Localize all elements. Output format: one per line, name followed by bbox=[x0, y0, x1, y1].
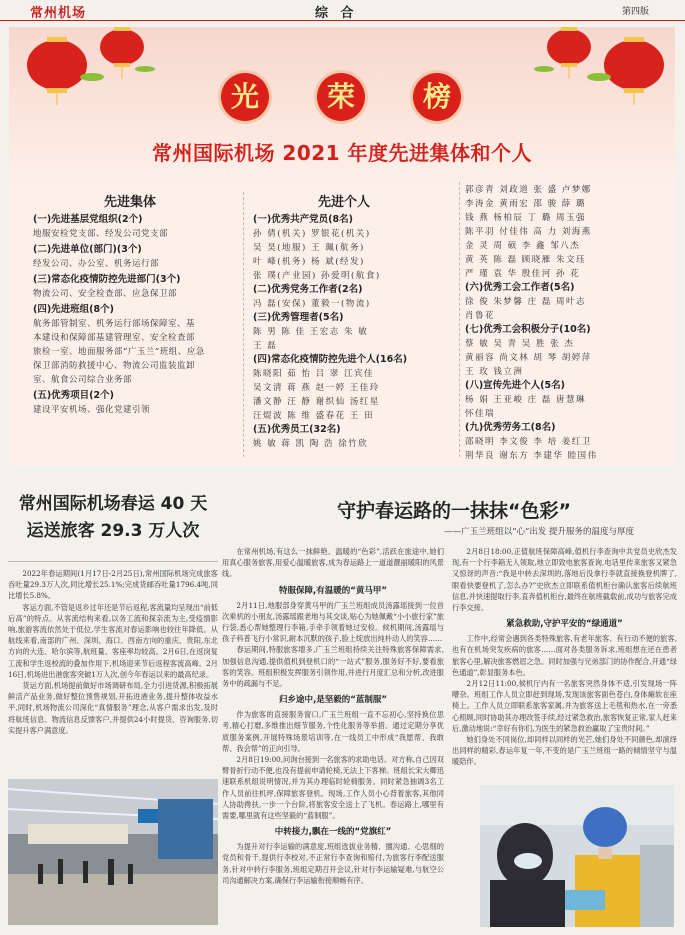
group-entries: 物流公司、安全检查部、应急保卫部 bbox=[33, 289, 178, 299]
honoree-names: 蔡 敏 吴 青 吴 胜 张 杰 bbox=[465, 339, 575, 349]
group-entries: 室、航食公司综合业务部 bbox=[33, 375, 133, 385]
left-para-3: 货运方面,机场提前做好市场调研布局,全力引进货源,积极拓展鲜活产品业务,做好整位预售规划,开拓进港业务,提升整体收益水平,同时,机场物流公司深化“真情服务”理念,从客户需求出发,及时将航班信息、物流信息反馈客户,并提供24小时提货、咨询服务,切实提升客户满意度。 bbox=[8, 681, 218, 735]
honoree-names: 邵晓明 李文俊 李 培 姜红卫 bbox=[465, 437, 592, 447]
groups-heading: 先进集体 bbox=[104, 195, 157, 210]
header-page-number: 第四版 bbox=[622, 7, 650, 17]
group-entries: 经发公司、办公室、机务运行部 bbox=[33, 259, 160, 269]
group-category: (一)先进基层党组织(2个) bbox=[33, 214, 143, 225]
article-paragraph: 作为旅客的直接服务窗口,广玉兰班组一直不忘初心,坚持换位思考,精心打磨,多维推出细节服务,个性化服务等举措。通过定期分享优质服务案例,开展特殊场景培训等,在一线员工中形成“我愿帮、我敢帮、我会帮”的正向引导。 bbox=[222, 710, 444, 753]
column-divider bbox=[459, 182, 460, 457]
board-title: 常州国际机场 2021 年度先进集体和个人 bbox=[151, 141, 533, 165]
article-paragraph: 在常州机场,有这么一抹鲜艳、温暖的“色彩”,活跃在旅途中,她们用真心服务旅客,用爱心温暖旅客,成为春运路上一道道靓丽暖阳的风景线。 bbox=[222, 547, 444, 579]
individual-category: (三)优秀管理者(5名) bbox=[253, 312, 344, 323]
honoree-names: 钱 燕 杨柏辰 丁 璐 周玉强 bbox=[465, 213, 587, 223]
lantern-right-decoration bbox=[514, 27, 674, 107]
honoree-names: 汪焜波 陈 维 盛春花 王 田 bbox=[253, 411, 375, 421]
individuals-list-a bbox=[253, 213, 458, 451]
group-entries: 本建设和保障部基建管理室、安全检查部 bbox=[33, 333, 196, 343]
honoree-names: 潘文静 汪 静 谢织仙 汤红星 bbox=[253, 397, 380, 407]
left-title-line-2: 运送旅客 29.3 万人次 bbox=[26, 521, 200, 541]
article-paragraph: 为提升对行李运输的满意度,班组选拔业务精、擅沟通、心思细的党员和骨干,提供行李校对,不正常行李查询和赔付,为旅客行李配送服务,针对中转行李服务,班组定期召开会议,针对行李运输疑难,与航空公司沟通解决方案,确保行李运输衔接顺畅有序。 bbox=[222, 842, 444, 885]
individual-category: (六)优秀工会工作者(5名) bbox=[465, 282, 575, 293]
honoree-names: 陈 男 陈 佳 王宏志 朱 敏 bbox=[253, 327, 369, 337]
group-entries: 地服安检党支部、经发公司党支部 bbox=[33, 229, 169, 239]
honoree-names: 金 灵 周 硕 李 鑫 邹八杰 bbox=[465, 241, 581, 251]
group-category: (二)先进单位(部门)(3个) bbox=[33, 244, 142, 255]
right-article-title: 守护春运路的一抹抹“色彩” bbox=[337, 500, 571, 522]
individual-category: (四)常态化疫情防控先进个人(16名) bbox=[253, 354, 408, 365]
group-block bbox=[33, 213, 243, 241]
left-article bbox=[8, 491, 218, 736]
right-article-column-a bbox=[222, 546, 444, 931]
staff-helping-passenger-photo bbox=[480, 785, 674, 927]
honoree-names: 荆华良 谢东方 李建华 睦国伟 bbox=[465, 451, 598, 461]
left-para-2: 客运方面,不管是返乡过年还是节后返程,客流量均呈现出“前低后高”的特点。从客流结构来看,以务工流和探亲流为主,受疫情影响,旅游客流依然处于低位,学生客流对春运影响也较往年降低。从航线来看,南部的广州、深圳、海口、西南方向的重庆、贵阳,东北方向的大连、哈尔滨等,航班量、客座率均较高。2月6日,在返岗复工流和学生返校流的叠加作用下,机场迎来节后返程客流高峰。2月16日,机场进出港旅客突破1万人次,创今年春运以来的最高纪录。 bbox=[8, 602, 218, 679]
article-paragraph: 2月11日,地服部身穿黄马甲的广玉兰班组成员汤露瑶接到一位首次乘机的小朋友,汤露瑶跟老地与其交谈,贴心为她佩戴“小小旅行家”旅行袋,悉心帮她整理行李箱,手牵手领着她过安检。候机期间,汤露瑶与孩子科普飞行小常识,耐本沉默的孩子,脸上绽放出纯朴动人的笑容…… bbox=[222, 600, 444, 644]
group-block bbox=[33, 303, 243, 387]
right-article-column-b bbox=[452, 546, 677, 768]
honoree-names: 黄丽容 尚文林 胡 琴 胡婷萍 bbox=[465, 353, 592, 363]
individual-category: (七)优秀工会积极分子(10名) bbox=[465, 324, 591, 335]
honoree-names: 徐 俊 朱梦馨 庄 磊 周叶志 bbox=[465, 297, 587, 307]
group-block bbox=[33, 389, 243, 417]
group-entries: 保卫部消防救援中心、物流公司监装监卸 bbox=[33, 361, 196, 371]
honoree-names: 冯 磊(安保) 董毅一(物流) bbox=[253, 299, 371, 309]
group-entries: 航务部管制室、机务运行部场保障室、基 bbox=[33, 319, 196, 329]
individual-category: (一)优秀共产党员(8名) bbox=[253, 214, 353, 225]
article-paragraph: 2月12日11:00,候机厅内有一名旅客突然身体不适,引发现场一阵嘈杂。班组工作人员立即赶到现场,发现该旅客面色苍白,身体瘫软在座椅上。工作人员立即联系旅客家属,并为旅客送上毛毯和热水,在一旁悉心照顾,同时协助其办理改签手续,经过紧急救治,旅客恢复正常,家人赶来后,激动地说:“幸好有你们,为医生的紧急救治赢取了宝贵时间。” bbox=[452, 679, 677, 733]
individual-category: (八)宣传先进个人(5名) bbox=[465, 380, 565, 391]
left-title-line-1: 常州国际机场春运 40 天 bbox=[18, 494, 208, 514]
group-block bbox=[33, 273, 243, 301]
section-heading: 中转接力,飘在一线的“党旗红” bbox=[274, 827, 392, 838]
section-heading: 归乡途中,是坚毅的“蓝制服” bbox=[279, 695, 387, 706]
section-heading: 紧急救助,守护平安的“绿通道” bbox=[506, 619, 623, 630]
section-heading: 特服保障,有温暖的“黄马甲” bbox=[279, 585, 387, 596]
lantern-left-decoration bbox=[17, 27, 167, 107]
group-entries: 建设平安机场、强化党建引领 bbox=[33, 405, 151, 415]
honoree-names: 黄 英 陈 磊 顾晓雁 朱文珏 bbox=[465, 255, 587, 265]
honoree-names: 姚 敏 蒋 凯 陶 浩 徐竹欣 bbox=[253, 439, 369, 449]
group-category: (三)常态化疫情防控先进部门(3个) bbox=[33, 274, 181, 285]
group-category: (五)优秀项目(2个) bbox=[33, 390, 114, 401]
honoree-names: 吴 昊(地服) 王 珮(航务) bbox=[253, 243, 365, 253]
article-paragraph: 工作中,经常会遇到各类特殊旅客,有老年旅客、有行动不便的旅客,也有在机场突发疾病的旅客……面对各类服务诉求,班组想在还在患者旅客心里,解决旅客燃眉之急。同时加强与兄弟部门的协作配合,开通“绿色通道”,彰显服务本色。 bbox=[452, 634, 677, 677]
honoree-names: 王 磊 bbox=[253, 341, 278, 351]
individuals-list-b bbox=[465, 183, 670, 463]
individual-category: (九)优秀劳务工(8名) bbox=[465, 422, 556, 433]
honoree-names: 陈平羽 付佳伟 高 力 刘海燕 bbox=[465, 227, 592, 237]
individuals-heading: 先进个人 bbox=[318, 195, 371, 210]
honoree-names: 王 玫 钱立洲 bbox=[465, 367, 524, 377]
honor-char-bang: 榜 bbox=[413, 73, 461, 121]
honoree-names: 孙 倩(机关) 罗银花(机关) bbox=[253, 229, 371, 239]
honor-char-guang: 光 bbox=[221, 73, 269, 121]
column-divider bbox=[243, 192, 244, 457]
group-category: (四)先进班组(8个) bbox=[33, 304, 114, 315]
terminal-hall-photo bbox=[8, 779, 218, 925]
honoree-names: 杨 娟 王亚峻 庄 磊 唐慧琳 bbox=[465, 395, 587, 405]
honoree-names: 郭彦青 刘政道 张 盛 卢梦娜 bbox=[465, 185, 592, 195]
article-paragraph: 2月8日18:00,正值航班保障高峰,值机行李查询中共党员史欣杰发现,有一个行李箱无人领取,地立即致电旅客查询,电话里传来旅客又紧急又惊讶的声音:“我是中转去深圳的,落地后没拿行李就直接换登机牌了,眼看快要登机了,怎么办?”史欣杰立即联系值机柜台确认旅客后续航班信息,并快速提取行李,直奔值机柜台,最终在航班截载前,成功与旅客完成行李交接。 bbox=[452, 547, 677, 613]
group-block bbox=[33, 243, 243, 271]
individual-category: (五)优秀员工(32名) bbox=[253, 424, 341, 435]
right-article-subtitle: ——广玉兰班组以“心”出发 提升服务的温度与厚度 bbox=[444, 527, 634, 537]
honor-board bbox=[9, 27, 675, 466]
honoree-names: 严 瑾 袁 华 殷佳河 孙 花 bbox=[465, 269, 581, 279]
article-paragraph: 春运期间,特服旅客增多,广玉兰班组持续关注特殊旅客保障需求,加强信息沟通,提供值机到登机口的“一站式”服务,服务好不好,要看旅客的笑容。班组积极发挥服务引领作用,并进行月度汇总和分析,改进服务中的疏漏与不足。 bbox=[222, 645, 444, 689]
honoree-names: 张 璞(产业园) 孙爱明(航食) bbox=[253, 271, 381, 281]
honoree-names: 怀佳瑞 bbox=[465, 409, 496, 419]
individual-category: (二)优秀党务工作者(2名) bbox=[253, 284, 363, 295]
honoree-names: 吴文清 蒋 燕 赵一婷 王佳玲 bbox=[253, 383, 380, 393]
header-section: 综 合 bbox=[315, 6, 358, 21]
honoree-names: 陈晓阳 茹 怡 吕 翠 江宾佳 bbox=[253, 369, 375, 379]
left-article-title bbox=[8, 491, 218, 545]
article-paragraph: 她们身处不同岗位,却同样以同样的光芒,她们身处不同颜色,却演绎出同样的精彩,春运年复一年,不变的是广玉兰班组一路的倾情坚守与温暖陪伴。 bbox=[452, 735, 677, 767]
honoree-names: 肖鲁花 bbox=[465, 311, 496, 321]
group-entries: 旅检一室、地面服务部“广玉兰”班组、应急 bbox=[33, 347, 205, 357]
honoree-names: 叶 峰(机务) 杨 斌(经发) bbox=[253, 257, 365, 267]
article-paragraph: 2月8日19:00,问询台接到一名旅客的求助电话。对方称,自己因双臂骨折行动不便,也没有提前申请轮椅,无法上下客梯。班组长宋大卿迅速联系机组说明情况,并为其办理临时轮椅服务。同时紧急抽调3名工作人员前往机坪,保障旅客登机。现场,工作人员小心背着旅客,其他同人协助搀扶,一步一个台阶,将旅客安全送上了飞机。春运路上,哪里有需要,哪里就有这些坚毅的“蓝制服”。 bbox=[222, 755, 444, 821]
honoree-names: 李涛金 黄雨宏 邵 骏 薛 璐 bbox=[465, 199, 587, 209]
groups-list bbox=[33, 213, 243, 419]
header-brand: 常州机场 bbox=[30, 6, 87, 21]
left-para-1: 2022年春运期间(1月17日-2月25日),常州国际机场完成旅客吞吐量29.3万人次,同比增长25.1%;完成货邮吞吐量1796.4吨,同比增长5.8%。 bbox=[8, 569, 218, 601]
honor-char-rong: 荣 bbox=[317, 73, 365, 121]
